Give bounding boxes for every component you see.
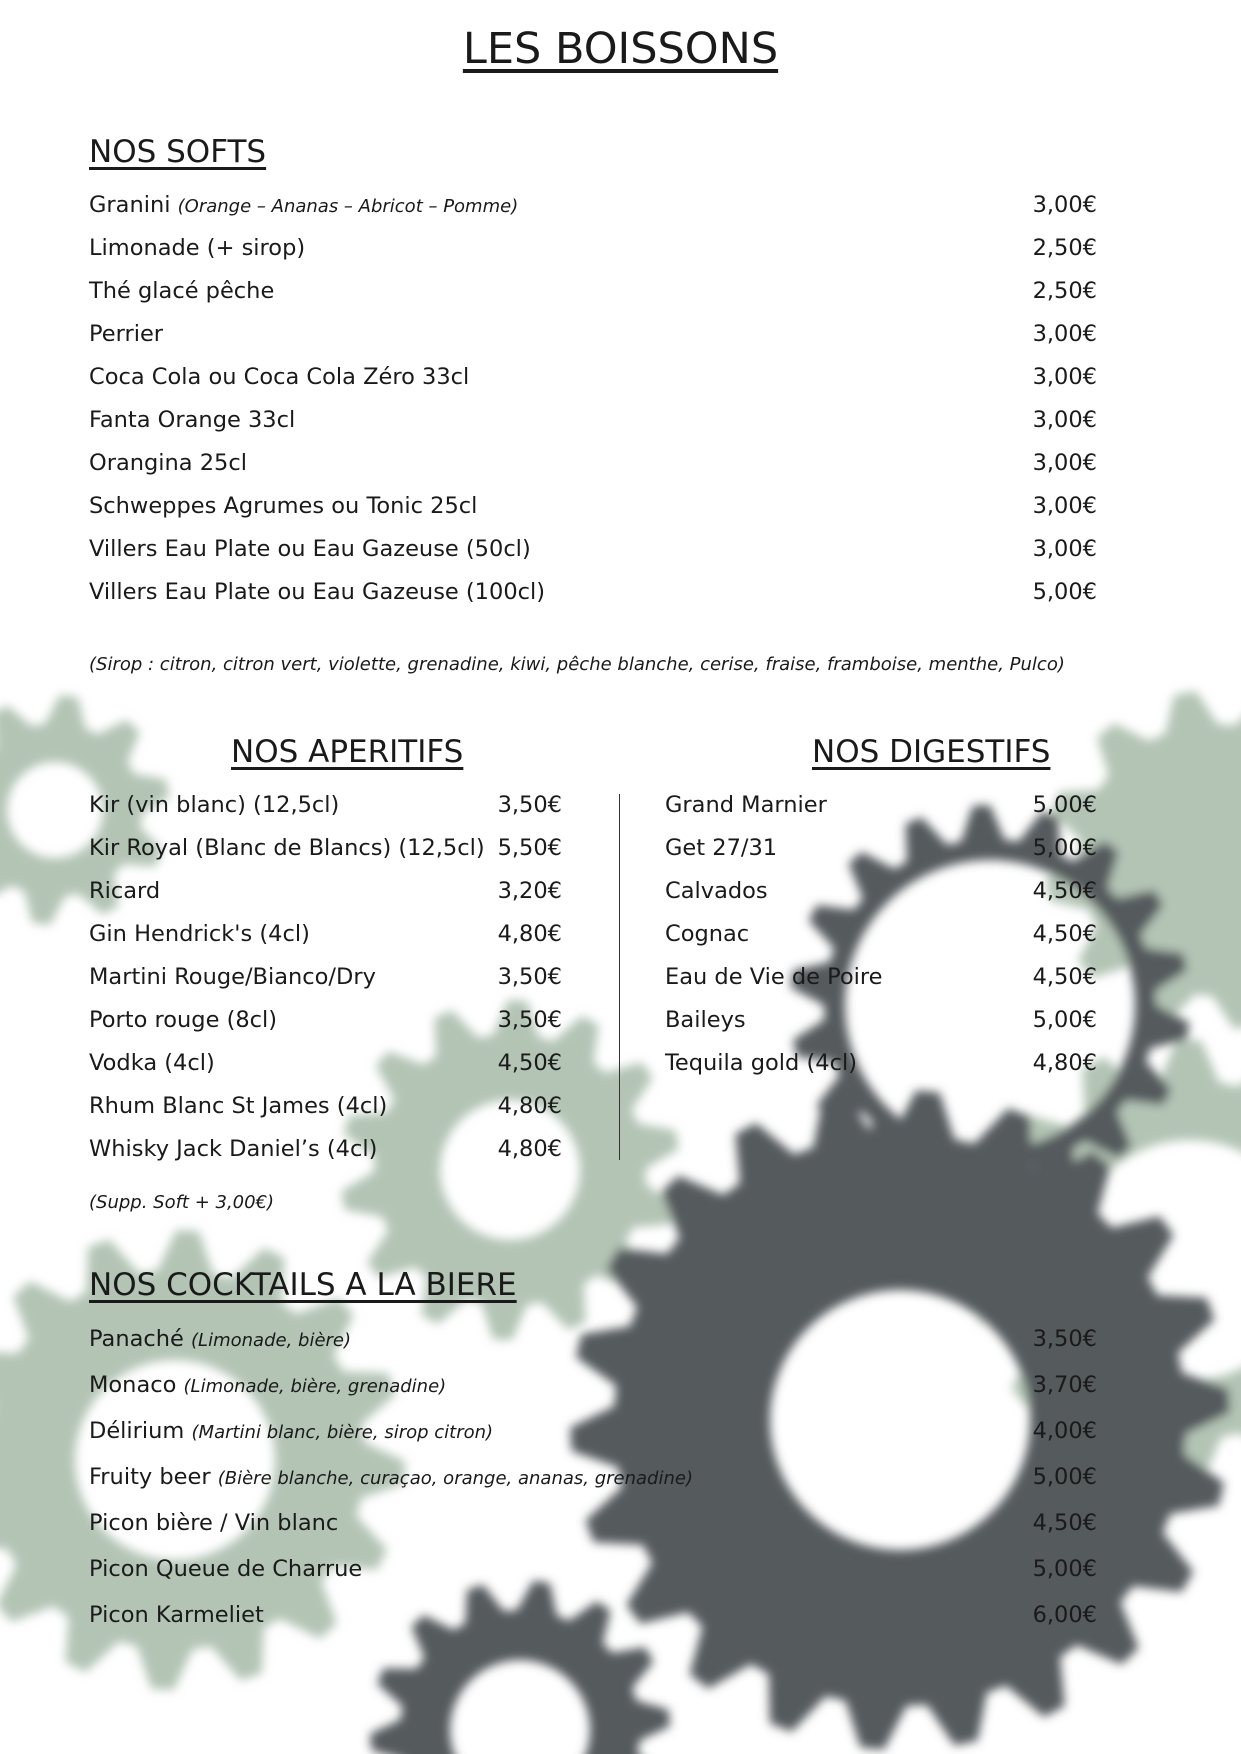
- supp-note: (Supp. Soft + 3,00€): [89, 1192, 275, 1213]
- cocktail-row: [89, 1418, 1097, 1444]
- item-price: 5,00€: [1032, 835, 1097, 861]
- item-price: 3,00€: [1032, 536, 1097, 562]
- item-price: 4,50€: [1032, 878, 1097, 904]
- item-name: [89, 1464, 693, 1490]
- sirop-note: (Sirop : citron, citron vert, violette, grenadine, kiwi, pêche blanche, cerise, fraise, framboise, menthe, Pulco): [89, 654, 1065, 675]
- cocktail-row: [89, 1464, 1097, 1490]
- item-label: Panaché: [89, 1326, 192, 1352]
- item-label: Vodka (4cl): [89, 1050, 215, 1076]
- item-price: 4,80€: [497, 1093, 562, 1119]
- item-price: 3,50€: [497, 792, 562, 818]
- item-label: Kir (vin blanc) (12,5cl): [89, 792, 340, 818]
- column-divider: [619, 794, 620, 1160]
- item-price: 4,50€: [497, 1050, 562, 1076]
- item-price: 3,00€: [1032, 450, 1097, 476]
- item-name: [89, 1556, 362, 1582]
- item-label: Cognac: [665, 921, 750, 947]
- cocktail-row: [89, 1556, 1097, 1582]
- item-label: Villers Eau Plate ou Eau Gazeuse (50cl): [89, 536, 531, 562]
- item-detail: (Martini blanc, bière, sirop citron): [191, 1422, 494, 1443]
- item-name: [89, 1510, 338, 1536]
- item-label: Whisky Jack Daniel’s (4cl): [89, 1136, 378, 1162]
- aperitif-row: [89, 1136, 562, 1162]
- item-label: Picon Karmeliet: [89, 1602, 264, 1628]
- aperitif-row: [89, 878, 562, 904]
- item-label: Kir Royal (Blanc de Blancs) (12,5cl): [89, 835, 485, 861]
- item-name: [89, 1602, 264, 1628]
- item-label: Baileys: [665, 1007, 746, 1033]
- item-price: 3,00€: [1032, 364, 1097, 390]
- item-name: [89, 278, 274, 304]
- item-label: Fruity beer: [89, 1464, 218, 1490]
- item-price: 4,80€: [497, 921, 562, 947]
- item-price: 5,00€: [1032, 1007, 1097, 1033]
- item-name: [89, 1050, 215, 1076]
- item-price: 5,00€: [1032, 1464, 1097, 1490]
- item-price: 4,80€: [1032, 1050, 1097, 1076]
- item-label: Délirium: [89, 1418, 192, 1444]
- soft-row: [89, 278, 1097, 304]
- soft-row: [89, 493, 1097, 519]
- softs-title: NOS SOFTS: [89, 134, 267, 170]
- digestif-row: [665, 792, 1097, 818]
- item-name: [89, 407, 295, 433]
- item-name: [89, 792, 339, 818]
- aperitif-row: [89, 1093, 562, 1119]
- soft-row: [89, 536, 1097, 562]
- item-label: Martini Rouge/Bianco/Dry: [89, 964, 376, 990]
- item-name: [89, 579, 545, 605]
- item-price: 3,00€: [1032, 321, 1097, 347]
- item-name: [89, 192, 518, 218]
- item-detail: (Bière blanche, curaçao, orange, ananas, grenadine): [217, 1468, 693, 1489]
- item-price: 5,00€: [1032, 792, 1097, 818]
- item-label: Porto rouge (8cl): [89, 1007, 278, 1033]
- aperitif-row: [89, 921, 562, 947]
- item-price: 3,70€: [1032, 1372, 1097, 1398]
- item-label: Fanta Orange 33cl: [89, 407, 296, 433]
- item-price: 3,00€: [1032, 407, 1097, 433]
- item-label: Calvados: [665, 878, 768, 904]
- item-label: Picon Queue de Charrue: [89, 1556, 363, 1582]
- item-price: 5,00€: [1032, 1556, 1097, 1582]
- item-label: Villers Eau Plate ou Eau Gazeuse (100cl): [89, 579, 546, 605]
- item-name: [89, 364, 469, 390]
- item-price: 4,50€: [1032, 964, 1097, 990]
- item-label: Get 27/31: [665, 835, 778, 861]
- item-price: 3,50€: [1032, 1326, 1097, 1352]
- cocktail-row: [89, 1326, 1097, 1352]
- item-detail: (Orange – Ananas – Abricot – Pomme): [177, 196, 519, 217]
- item-price: 3,20€: [497, 878, 562, 904]
- soft-row: [89, 450, 1097, 476]
- item-name: [665, 1050, 857, 1076]
- item-name: [665, 1007, 746, 1033]
- item-label: Rhum Blanc St James (4cl): [89, 1093, 388, 1119]
- item-label: Thé glacé pêche: [89, 278, 275, 304]
- aperitif-row: [89, 964, 562, 990]
- item-name: [89, 321, 163, 347]
- item-name: [665, 878, 768, 904]
- soft-row: [89, 579, 1097, 605]
- item-price: 2,50€: [1032, 278, 1097, 304]
- item-price: 5,00€: [1032, 579, 1097, 605]
- item-label: Picon bière / Vin blanc: [89, 1510, 339, 1536]
- item-label: Grand Marnier: [665, 792, 827, 818]
- item-detail: (Limonade, bière, grenadine): [183, 1376, 447, 1397]
- digestif-row: [665, 835, 1097, 861]
- digestifs-title: NOS DIGESTIFS: [812, 734, 1051, 770]
- item-name: [89, 536, 531, 562]
- item-price: 5,50€: [497, 835, 562, 861]
- item-name: [89, 1007, 277, 1033]
- aperitif-row: [89, 1007, 562, 1033]
- aperitifs-title: NOS APERITIFS: [231, 734, 464, 770]
- item-label: Coca Cola ou Coca Cola Zéro 33cl: [89, 364, 470, 390]
- item-name: [89, 1372, 446, 1398]
- item-name: [89, 493, 477, 519]
- item-label: Monaco: [89, 1372, 184, 1398]
- item-label: Schweppes Agrumes ou Tonic 25cl: [89, 493, 478, 519]
- item-name: [89, 835, 485, 861]
- item-label: Perrier: [89, 321, 164, 347]
- item-name: [89, 1326, 351, 1352]
- item-price: 4,50€: [1032, 1510, 1097, 1536]
- item-label: Eau de Vie de Poire: [665, 964, 883, 990]
- cocktail-row: [89, 1602, 1097, 1628]
- digestif-row: [665, 921, 1097, 947]
- soft-row: [89, 235, 1097, 261]
- item-price: 4,50€: [1032, 921, 1097, 947]
- item-name: [89, 450, 247, 476]
- item-name: [89, 235, 305, 261]
- item-price: 2,50€: [1032, 235, 1097, 261]
- item-name: [89, 1093, 387, 1119]
- item-price: 3,00€: [1032, 192, 1097, 218]
- item-price: 3,00€: [1032, 493, 1097, 519]
- digestif-row: [665, 964, 1097, 990]
- item-label: Granini: [89, 192, 178, 218]
- soft-row: [89, 364, 1097, 390]
- item-price: 3,50€: [497, 964, 562, 990]
- soft-row: [89, 407, 1097, 433]
- cocktail-row: [89, 1372, 1097, 1398]
- item-name: [89, 921, 310, 947]
- soft-row: [89, 321, 1097, 347]
- item-label: Tequila gold (4cl): [665, 1050, 857, 1076]
- item-label: Ricard: [89, 878, 161, 904]
- item-name: [89, 1418, 493, 1444]
- item-price: 4,80€: [497, 1136, 562, 1162]
- cocktails-title: NOS COCKTAILS A LA BIERE: [89, 1267, 517, 1303]
- digestif-row: [665, 878, 1097, 904]
- item-name: [665, 792, 827, 818]
- item-name: [665, 964, 883, 990]
- cocktail-row: [89, 1510, 1097, 1536]
- item-label: Limonade (+ sirop): [89, 235, 306, 261]
- item-price: 6,00€: [1032, 1602, 1097, 1628]
- aperitif-row: [89, 792, 562, 818]
- item-detail: (Limonade, bière): [191, 1330, 352, 1351]
- item-label: Orangina 25cl: [89, 450, 247, 476]
- item-label: Gin Hendrick's (4cl): [89, 921, 310, 947]
- page-title: LES BOISSONS: [462, 24, 779, 74]
- item-price: 4,00€: [1032, 1418, 1097, 1444]
- digestif-row: [665, 1007, 1097, 1033]
- aperitif-row: [89, 1050, 562, 1076]
- soft-row: [89, 192, 1097, 218]
- item-price: 3,50€: [497, 1007, 562, 1033]
- item-name: [89, 1136, 377, 1162]
- item-name: [665, 835, 777, 861]
- item-name: [89, 964, 376, 990]
- digestif-row: [665, 1050, 1097, 1076]
- item-name: [665, 921, 749, 947]
- item-name: [89, 878, 160, 904]
- aperitif-row: [89, 835, 562, 861]
